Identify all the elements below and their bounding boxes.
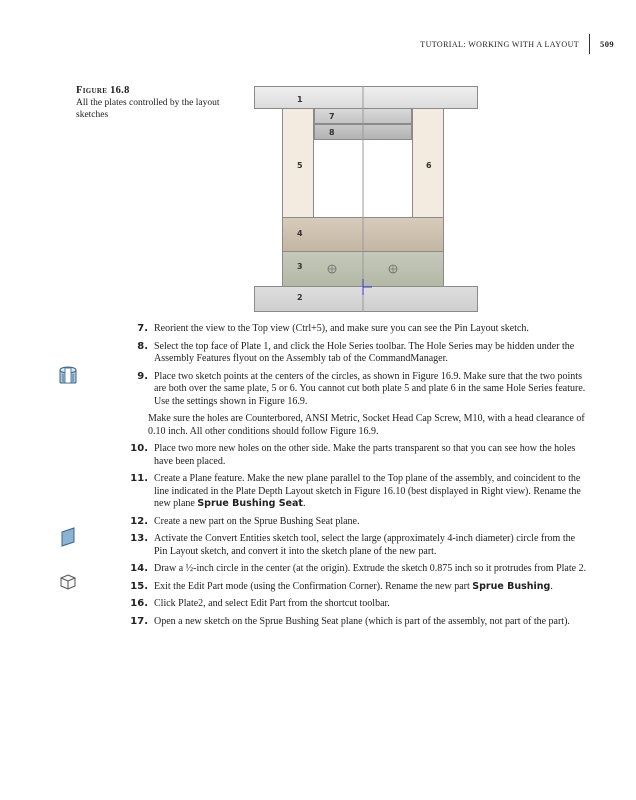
step-7 — [120, 323, 590, 336]
plane-icon — [60, 527, 76, 547]
header-divider — [589, 34, 590, 54]
step-text: Select the top face of Plate 1, and click the Hole Series toolbar. The Hole Series may be hidden under the Assembly Features flyout on the Assembly tab of the CommandManager. — [154, 340, 575, 364]
figure-caption-text: All the plates controlled by the layout sketches — [76, 98, 220, 120]
step-text: Click Plate2, and select Edit Part from the shortcut toolbar. — [154, 598, 390, 609]
plate-label-7: 7 — [329, 112, 335, 121]
plate-label-6: 6 — [426, 161, 432, 170]
step-number: 7. — [137, 323, 148, 334]
running-header — [420, 34, 614, 54]
step-text: Create a new part on the Sprue Bushing Seat plane. — [154, 515, 360, 527]
step-text: Activate the Convert Entities sketch tool, select the large (approximately 4-inch diameter) circle from the Pin Layout sketch, and convert it into the sketch plane of the new part. — [154, 533, 576, 557]
step-text: Draw a ½-inch circle in the center (at the origin). Extrude the sketch 0.875 inch so it protrudes from Plate 2. — [154, 563, 587, 574]
step-8 — [120, 341, 590, 366]
step-16 — [120, 598, 590, 611]
step-text: Place two sketch points at the centers of the circles, as shown in Figure 16.9. Make sure that the two points are both over the same plate, 5 or 6. You cannot cut both plate 5 and plate 6 in the same Hole Series feature. Use the settings shown in Figure 16.9. — [154, 370, 586, 407]
figure-overlay — [254, 86, 478, 312]
step-number: 9. — [137, 370, 148, 382]
step-text-part: Exit the Edit Part mode (using the Confirmation Corner). Rename the new part — [154, 580, 473, 592]
step-number: 15. — [130, 580, 148, 592]
step-list — [120, 323, 590, 633]
chapter-title: TUTORIAL: WORKING WITH A LAYOUT — [420, 39, 580, 49]
plate-label-8: 8 — [329, 128, 335, 137]
step-number: 8. — [137, 340, 148, 352]
plate-label-2: 2 — [297, 293, 303, 302]
plates-figure — [254, 86, 478, 312]
step-text — [154, 581, 590, 594]
step-number: 12. — [130, 515, 148, 527]
plate-label-5: 5 — [297, 161, 303, 170]
plate-label-4: 4 — [297, 229, 303, 238]
step-text-end: . — [302, 498, 306, 509]
step-14 — [120, 563, 590, 576]
step-number: 13. — [130, 533, 148, 544]
step-number: 10. — [130, 443, 148, 454]
new-part-icon — [60, 574, 76, 590]
step-text: Reorient the view to the Top view (Ctrl+5), and make sure you can see the Pin Layout sketch. — [154, 323, 529, 334]
step-number: 16. — [130, 598, 148, 609]
step-13 — [120, 533, 590, 558]
step-text: Place two more new holes on the other side. Make the parts transparent so that you can see how the holes have been placed. — [154, 443, 576, 467]
step-text-end: . — [550, 580, 553, 592]
figure-label: Figure 16.8 — [76, 85, 130, 96]
step-9 — [120, 371, 590, 409]
hole-series-icon — [59, 364, 77, 384]
plane-name-term: Sprue Bushing Seat — [197, 498, 303, 509]
part-name-term: Sprue Bushing — [472, 580, 551, 592]
step-number: 14. — [130, 563, 148, 574]
step-number: 11. — [130, 473, 148, 484]
step-number: 17. — [130, 615, 148, 627]
step-12 — [120, 516, 590, 529]
step-15 — [120, 581, 590, 594]
plate-label-1: 1 — [297, 95, 303, 104]
step-text — [154, 473, 590, 511]
step-9-note: Make sure the holes are Counterbored, ANSI Metric, Socket Head Cap Screw, M10, with a head clearance of 0.10 inch. All other conditions should follow Figure 16.9. — [148, 413, 585, 437]
step-text-part: Create a Plane feature. Make the new plane parallel to the Top plane of the assembly, and coincident to the line indicated in the Plate Depth Layout sketch in Figure 16.10 (best displayed in Right view). Rename the new plane — [154, 473, 581, 509]
step-text: Open a new sketch on the Sprue Bushing Seat plane (which is part of the assembly, not part of the part). — [154, 615, 570, 627]
step-17 — [120, 616, 590, 629]
figure-caption — [76, 85, 226, 121]
step-11 — [120, 473, 590, 511]
step-10 — [120, 443, 590, 468]
plate-label-3: 3 — [297, 262, 303, 271]
page-number: 509 — [600, 39, 614, 49]
